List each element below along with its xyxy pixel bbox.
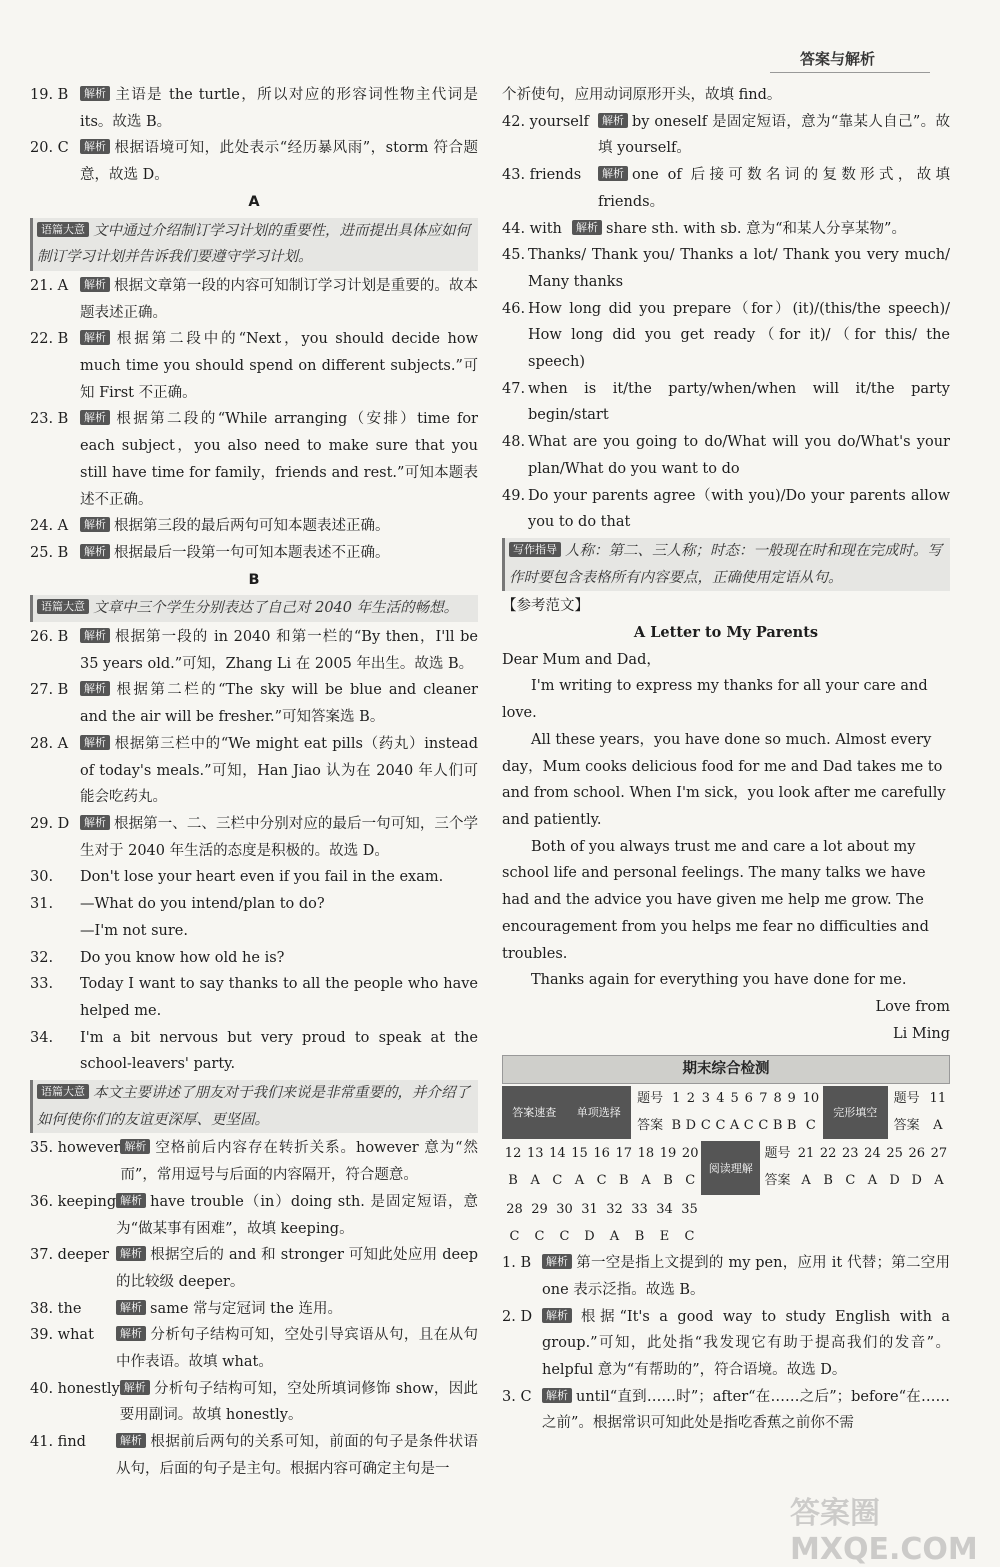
table-cell: 11: [929, 1091, 947, 1107]
table-cell: A: [609, 1228, 620, 1244]
answer-text: [80, 82, 478, 135]
answer-item: [30, 1189, 478, 1242]
analysis-tag: 解析: [120, 1139, 150, 1154]
question-number: 43. friends: [502, 167, 582, 184]
answer-text: [80, 677, 478, 730]
table-cell: C: [552, 1173, 563, 1189]
analysis-tag: 解析: [542, 1388, 572, 1403]
table-cell: B: [663, 1173, 673, 1189]
answer-text: 根据第一段的 in 2040 和第一栏的“By then，I'll be 35 years old.”可知，Zhang Li 在 2005 年出生。故选 B。: [80, 629, 478, 672]
essay-title: A Letter to My Parents: [633, 624, 819, 642]
table-cell: 31: [581, 1201, 598, 1217]
answer-item: [502, 1250, 950, 1303]
question-number: 21. A: [30, 277, 69, 294]
answer-text: 第一空是指上文提到的 my pen，应用 it 代替；第二空用 one 表示泛指。故选 B。: [542, 1255, 950, 1298]
answer-text: until“直到……时”；after“在……之后”；before“在……之前”。根据常识可知此处是指吃香蕉之前你不需: [542, 1388, 950, 1432]
table-cell: 答案速查: [502, 1086, 567, 1139]
answer-text: 根据最后一段第一句可知本题表述不正确。: [114, 544, 390, 561]
answer-text: —What do you intend/plan to do?: [80, 896, 325, 913]
answer-item: [502, 483, 950, 536]
table-cell: B: [823, 1173, 833, 1189]
answer-item: [30, 1322, 478, 1375]
table-cell: 完形填空: [823, 1086, 888, 1139]
answer-text: [120, 1376, 478, 1429]
table-cell: 26: [908, 1146, 925, 1162]
table-cell: 30: [556, 1201, 573, 1217]
question-number: 20. C: [30, 140, 69, 157]
answer-item: [502, 296, 950, 376]
table-cell: 29: [531, 1201, 548, 1217]
answer-text: 分析句子结构可知，空处引导宾语从句，且在从句中作表语。故填 what。: [116, 1327, 478, 1371]
answer-text: by oneself 是固定短语，意为“靠某人自己”。故填 yourself。: [598, 113, 950, 157]
table-cell: E: [659, 1228, 670, 1244]
table-cell: 16: [593, 1146, 610, 1162]
table-cell: C: [509, 1228, 520, 1244]
section-heading: B: [248, 571, 260, 588]
table-cell: 9: [787, 1091, 796, 1107]
question-number: 27. B: [30, 682, 69, 699]
answer-text: 根据第三栏中的“We might eat pills（药丸）instead of today's meals.”可知，Han Jiao 认为在 2040 年人们可能会吃药丸。: [80, 735, 478, 806]
answer-text: 人称：第二、三人称；时态：一般现在时和现在完成时。写作时要包含表格所有内容要点，正确使用定语从句。: [509, 542, 942, 586]
table-cell: 24: [864, 1146, 881, 1162]
table-cell: 题号: [637, 1091, 664, 1107]
question-number: 42. yourself: [502, 113, 589, 130]
answer-text: [116, 1296, 478, 1323]
header-divider: [770, 72, 930, 73]
table-cell: A: [933, 1117, 943, 1133]
table-cell: 题号: [764, 1146, 791, 1162]
analysis-tag: 解析: [598, 166, 628, 181]
answer-item: [30, 971, 478, 1024]
answer-text: [542, 1384, 950, 1437]
answer-text: [116, 1322, 478, 1375]
answer-item: [30, 677, 478, 730]
table-cell: 6: [744, 1091, 753, 1107]
analysis-tag: 解析: [80, 330, 110, 345]
table-row: [502, 1197, 702, 1224]
analysis-tag: 解析: [116, 1433, 146, 1448]
answer-text: 主语是 the turtle，所以对应的形容词性物主代词是 its。故选 B。: [80, 87, 478, 130]
answer-text: have trouble（in）doing sth. 是固定短语，意为“做某事有困难”，故填 keeping。: [116, 1193, 478, 1237]
analysis-tag: 解析: [80, 544, 110, 559]
question-number: 41. find: [30, 1434, 86, 1451]
answer-text: 空格前后内容存在转折关系。however 意为“然而”，常用逗号与后面的内容隔开，符合题意。: [120, 1140, 478, 1184]
salutation: Dear Mum and Dad，: [502, 651, 661, 668]
answer-item: [502, 162, 950, 215]
question-number: 40. honestly: [30, 1380, 120, 1397]
table-cell: 19: [659, 1146, 677, 1162]
answer-table: [502, 1086, 950, 1139]
analysis-tag: 语篇大意: [37, 599, 89, 614]
table-cell: 12: [504, 1146, 522, 1162]
table-cell: 25: [886, 1146, 903, 1162]
answer-text: 根据空后的 and 和 stronger 可知此处应用 deep 的比较级 deeper。: [116, 1247, 478, 1290]
table-cell: 14: [549, 1146, 566, 1162]
answer-text: 根据第二栏的“The sky will be blue and cleaner and the air will be fresher.”可知答案选 B。: [80, 682, 478, 726]
reference-label: 【参考范文】: [502, 598, 589, 615]
table-cell: C: [805, 1117, 816, 1133]
table-cell: 33: [631, 1201, 648, 1217]
table-cell: C: [559, 1228, 570, 1244]
answer-text: 根据“It's a good way to study English with a group.”可知，此处指“我发现它有助于提高我们的发音”。helpful 意为“有帮助的”，符合语境。故选 D。: [542, 1308, 950, 1379]
answer-text: [116, 1189, 478, 1242]
answer-item: [30, 406, 478, 513]
table-cell: C: [534, 1228, 545, 1244]
answer-item: [502, 376, 950, 429]
question-number: 49.: [502, 487, 526, 504]
table-cell: 20: [681, 1146, 699, 1162]
answer-item: [30, 1429, 478, 1482]
answer-text: [598, 162, 950, 215]
table-cell: 34: [656, 1201, 673, 1217]
table-cell: 21: [797, 1146, 815, 1162]
analysis-tag: 解析: [572, 220, 602, 235]
question-number: 26. B: [30, 629, 69, 646]
question-number: 35. however: [30, 1140, 121, 1157]
question-number: 36. keeping: [30, 1193, 117, 1210]
analysis-tag: 解析: [542, 1254, 572, 1269]
right-column: [502, 82, 950, 1437]
page-header-title: 答案与解析: [800, 50, 876, 68]
essay-paragraph: All these years，you have done so much. Almost every day，Mum cooks delicious food for me and Dad takes me to and from school. When I'm sick，you look after me carefully and patiently.: [502, 731, 946, 828]
question-number: 37. deeper: [30, 1247, 109, 1264]
answer-item: [502, 1304, 950, 1384]
essay-paragraph: Thanks again for everything you have done for me.: [531, 972, 907, 989]
table-cell: 13: [526, 1146, 544, 1162]
answer-text: [80, 891, 478, 944]
table-cell: 1: [672, 1091, 681, 1107]
analysis-tag: 解析: [542, 1308, 572, 1323]
answer-item: [502, 109, 950, 162]
question-number: 19. B: [30, 87, 69, 103]
answer-text: [80, 135, 478, 188]
table-cell: 2: [686, 1091, 696, 1107]
answer-table: [502, 1197, 702, 1250]
table-cell: 7: [759, 1091, 768, 1107]
question-number: 22. B: [30, 331, 69, 348]
table-cell: 4: [716, 1091, 725, 1107]
question-number: 25. B: [30, 544, 69, 561]
analysis-tag: 解析: [80, 681, 110, 696]
passage-summary: [30, 218, 478, 271]
answer-text: Do your parents agree（with you)/Do your parents allow you to do that: [528, 487, 950, 531]
answer-text: [116, 1242, 478, 1295]
question-number: 29. D: [30, 815, 70, 832]
answer-text: [80, 406, 478, 513]
answer-item: [30, 624, 478, 677]
table-cell: 32: [606, 1201, 623, 1217]
answer-text: [572, 216, 950, 243]
answer-text: [80, 624, 478, 677]
answer-text: 根据文章第一段的内容可知制订学习计划是重要的。故本题表述正确。: [80, 277, 478, 321]
analysis-tag: 解析: [116, 1193, 146, 1208]
answer-item: [30, 513, 478, 540]
continued-text: 个祈使句，应用动词原形开头，故填 find。: [502, 87, 782, 103]
table-cell: B: [772, 1117, 783, 1133]
answer-item: [30, 731, 478, 811]
table-cell: A: [867, 1173, 878, 1189]
answer-text: [80, 273, 478, 326]
table-cell: B: [618, 1173, 629, 1189]
table-cell: C: [715, 1117, 726, 1133]
answer-text: 根据前后两句的关系可知，前面的句子是条件状语从句，后面的句子是主句。根据内容可确定主句是一: [116, 1434, 478, 1477]
answer-text: 根据第三段的最后两句可知本题表述正确。: [114, 518, 390, 535]
table-cell: 28: [506, 1201, 523, 1217]
table-cell: B: [786, 1117, 797, 1133]
answer-item: [502, 216, 950, 243]
analysis-tag: 解析: [120, 1380, 150, 1395]
question-number: 24. A: [30, 518, 69, 535]
table-cell: 题号: [893, 1091, 920, 1107]
table-cell: C: [685, 1173, 696, 1189]
answer-text: 文章中三个学生分别表达了自己对 2040 年生活的畅想。: [93, 600, 459, 617]
table-cell: A: [641, 1173, 651, 1189]
table-cell: 答案: [893, 1117, 920, 1133]
answer-text: What are you going to do/What will you do/What's your plan/What do you want to do: [528, 434, 950, 477]
table-cell: 18: [637, 1146, 655, 1162]
table-cell: 27: [930, 1146, 948, 1162]
answer-text: when is it/the party/when/when will it/the party begin/start: [528, 380, 950, 424]
table-cell: 10: [802, 1091, 820, 1107]
answer-text: [80, 731, 478, 811]
answer-text: 文中通过介绍制订学习计划的重要性，进而提出具体应如何制订学习计划并告诉我们要遵守学习计划。: [37, 222, 470, 266]
answer-text: Thanks/ Thank you/ Thanks a lot/ Thank you very much/ Many thanks: [528, 247, 950, 290]
answer-text: one of 后接可数名词的复数形式，故填 friends。: [598, 167, 950, 210]
analysis-tag: 解析: [116, 1300, 146, 1315]
analysis-tag: 解析: [80, 735, 110, 750]
table-cell: 23: [842, 1146, 859, 1162]
answer-text: I'm a bit nervous but very proud to speak at the school-leavers' party.: [80, 1029, 478, 1073]
test-banner: 期末综合检测: [502, 1055, 950, 1084]
analysis-tag: 解析: [116, 1246, 146, 1261]
question-number: 38. the: [30, 1300, 82, 1317]
table-cell: 8: [773, 1091, 782, 1107]
answer-item: [30, 891, 478, 944]
analysis-tag: 解析: [80, 628, 110, 643]
essay-paragraph: I'm writing to express my thanks for all your care and love.: [502, 678, 928, 722]
question-number: 31.: [30, 896, 54, 913]
question-number: 28. A: [30, 735, 69, 752]
table-cell: D: [584, 1228, 595, 1244]
analysis-tag: 解析: [80, 139, 110, 154]
answer-item: [30, 540, 478, 567]
answer-item: [30, 273, 478, 326]
table-cell: C: [758, 1117, 769, 1133]
question-number: 47.: [502, 380, 526, 397]
answer-text: —I'm not sure.: [80, 922, 188, 939]
answer-text: [598, 109, 950, 162]
answer-text: [120, 1135, 478, 1188]
answer-text: 根据第一、二、三栏中分别对应的最后一句可知，三个学生对于 2040 年生活的态度是积极的。故选 D。: [80, 815, 478, 859]
answer-text: Don't lose your heart even if you fail in the exam.: [80, 869, 444, 886]
answer-text: [542, 1304, 950, 1384]
answer-text: [80, 540, 478, 567]
table-cell: 22: [819, 1146, 837, 1162]
answer-text: [116, 1429, 478, 1482]
table-cell: D: [911, 1173, 922, 1189]
table-cell: 35: [681, 1201, 698, 1217]
analysis-tag: 语篇大意: [37, 222, 89, 237]
left-column: [30, 82, 478, 1483]
answer-text: Do you know how old he is?: [80, 949, 285, 966]
answer-item: [30, 1025, 478, 1078]
answer-item: [30, 326, 478, 406]
table-cell: A: [801, 1173, 811, 1189]
question-number: 3. C: [502, 1388, 532, 1405]
table-cell: A: [530, 1173, 540, 1189]
closing: Love from: [875, 998, 950, 1015]
table-cell: A: [934, 1173, 944, 1189]
analysis-tag: 语篇大意: [37, 1084, 89, 1099]
answer-text: [80, 326, 478, 406]
table-cell: B: [671, 1117, 681, 1133]
question-number: 45.: [502, 247, 526, 264]
table-row: [502, 1141, 950, 1168]
answer-item: [502, 242, 950, 295]
analysis-tag: 写作指导: [509, 542, 561, 557]
table-cell: B: [634, 1228, 645, 1244]
question-number: 23. B: [30, 411, 69, 428]
watermark-logo: 答案圈 MXQE.COM: [790, 1496, 978, 1567]
table-cell: 15: [571, 1146, 588, 1162]
table-cell: 阅读理解: [701, 1141, 760, 1194]
table-cell: A: [729, 1117, 740, 1133]
table-cell: D: [889, 1173, 900, 1189]
table-row: [502, 1224, 702, 1251]
answer-item: [30, 1296, 478, 1323]
section-heading: A: [248, 193, 260, 210]
answer-text: Today I want to say thanks to all the people who have helped me.: [80, 976, 478, 1019]
table-cell: A: [574, 1173, 585, 1189]
answer-text: [80, 811, 478, 864]
answer-text: 本文主要讲述了朋友对于我们来说是非常重要的，并介绍了如何使你们的友谊更深厚、更坚固。: [37, 1085, 470, 1128]
answer-text: 根据语境可知，此处表示“经历暴风雨”，storm 符合题意，故选 D。: [80, 140, 478, 184]
table-cell: 答案: [764, 1173, 791, 1189]
table-cell: 5: [730, 1091, 739, 1107]
question-number: 1. B: [502, 1255, 532, 1272]
table-cell: D: [685, 1117, 697, 1133]
table-cell: C: [596, 1173, 607, 1189]
table-cell: 答案: [637, 1117, 664, 1133]
answer-text: 根据第二段中的“Next，you should decide how much time you should spend on different subjects.”可知 First 不正确。: [80, 331, 478, 401]
analysis-tag: 解析: [80, 815, 110, 830]
answer-item: [502, 429, 950, 482]
answer-text: 分析句子结构可知，空处所填词修饰 show，因此要用副词。故填 honestly。: [119, 1380, 478, 1424]
table-cell: B: [508, 1173, 518, 1189]
question-number: 32.: [30, 949, 54, 966]
passage-summary: [30, 1080, 478, 1133]
essay-paragraph: Both of you always trust me and care a lot about my school life and personal feelings. The many talks we have had and the advice you have given me help me grow. The encouragement from you helps me fear no difficulties and troubles.: [502, 838, 929, 962]
answer-item: [30, 1376, 478, 1429]
question-number: 46.: [502, 300, 526, 317]
question-number: 39. what: [30, 1327, 94, 1344]
answer-item: [30, 945, 478, 972]
analysis-tag: 解析: [80, 410, 110, 425]
table-cell: C: [743, 1117, 754, 1133]
passage-summary: [30, 595, 478, 622]
writing-guide: [502, 538, 950, 591]
question-number: 2. D: [502, 1308, 533, 1325]
table-row: [502, 1086, 950, 1113]
analysis-tag: 解析: [598, 113, 628, 128]
question-number: 34.: [30, 1029, 54, 1046]
analysis-tag: 解析: [80, 277, 110, 292]
signature: Li Ming: [893, 1025, 950, 1042]
analysis-tag: 解析: [80, 517, 110, 532]
answer-text: share sth. with sb. 意为“和某人分享某物”。: [606, 220, 906, 237]
table-cell: C: [845, 1173, 856, 1189]
table-cell: C: [684, 1228, 695, 1244]
answer-text: [80, 513, 478, 540]
answer-item: [30, 811, 478, 864]
answer-item: [30, 1242, 478, 1295]
question-number: 48.: [502, 434, 526, 451]
analysis-tag: 解析: [116, 1326, 146, 1341]
table-cell: C: [700, 1117, 711, 1133]
question-number: 33.: [30, 976, 54, 993]
answer-text: How long did you prepare（for）(it)/(this/the speech)/ How long did you get ready（for it)/（for this/ the speech): [528, 300, 950, 371]
answer-text: 根据第二段的“While arranging（安排）time for each subject，you also need to make sure that you still have time for family，friends and rest.”可知本题表述不正确。: [80, 411, 478, 508]
question-number: 44. with: [502, 220, 562, 237]
table-cell: 单项选择: [567, 1086, 632, 1139]
answer-text: same 常与定冠词 the 连用。: [150, 1300, 342, 1317]
answer-item: [30, 1135, 478, 1188]
table-cell: 3: [701, 1091, 710, 1107]
analysis-tag: 解析: [80, 86, 110, 101]
answer-item: [30, 82, 478, 135]
question-number: 30.: [30, 869, 54, 886]
answer-item: [30, 135, 478, 188]
answer-table: [502, 1141, 950, 1194]
answer-text: [542, 1250, 950, 1303]
table-cell: 17: [615, 1146, 633, 1162]
answer-item: [502, 1384, 950, 1437]
answer-item: [30, 864, 478, 891]
